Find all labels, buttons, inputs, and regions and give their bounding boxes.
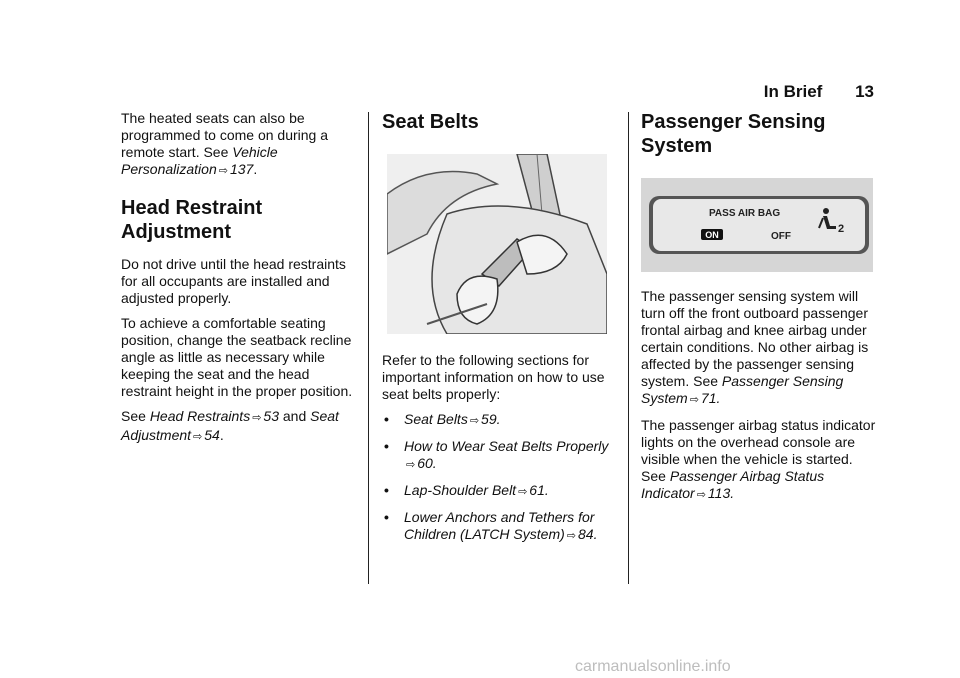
off-indicator: OFF: [771, 231, 791, 242]
page-ref[interactable]: 84: [578, 526, 594, 542]
list-item: [382, 482, 614, 501]
passenger-sensing-system-link[interactable]: Passenger Sensing System: [641, 373, 844, 406]
page-ref[interactable]: 61: [529, 482, 545, 498]
vehicle-personalization-link[interactable]: Vehicle Personalization: [121, 144, 278, 177]
passenger-sensing-paragraph: [641, 288, 881, 409]
page-header: [764, 82, 874, 102]
seat-belt-illustration: [387, 154, 607, 334]
period: .: [219, 427, 224, 443]
period: .: [432, 455, 437, 471]
list-item: [382, 438, 614, 474]
period: .: [716, 390, 721, 406]
pass-air-bag-label: PASS AIR BAG: [709, 208, 781, 219]
see-also-paragraph: [121, 408, 353, 446]
head-restraint-heading: Head Restraint Adjustment: [121, 197, 263, 243]
airbag-status-panel: [641, 178, 873, 272]
period: .: [496, 411, 501, 427]
watermark: carmanualsonline.info: [575, 658, 731, 675]
on-indicator: ON: [705, 230, 719, 240]
column-divider: [628, 112, 629, 584]
bullet-icon: •: [384, 509, 389, 525]
period: .: [730, 485, 735, 501]
column-1: [121, 110, 353, 454]
paragraph-text: The passenger airbag status indicator lights on the overhead console are visible when the vehicle is started. See: [641, 417, 876, 484]
seat-belts-intro: Refer to the following sections for important information on how to use seat belts properly:: [382, 352, 605, 402]
column-divider: [368, 112, 369, 584]
heated-seats-paragraph: [121, 110, 353, 180]
period: .: [253, 161, 258, 177]
column-3: [641, 110, 881, 512]
paragraph: Do not drive until the head restraints for all occupants are installed and adjusted properly.: [121, 256, 346, 306]
column-2: [382, 110, 614, 553]
page-ref-arrow-icon: ⇨: [218, 165, 228, 177]
page-ref-arrow-icon: ⇨: [406, 459, 416, 471]
passenger-airbag-status-link[interactable]: Passenger Airbag Status Indicator: [641, 468, 825, 501]
page-ref[interactable]: 113: [707, 485, 731, 501]
page-ref[interactable]: 54: [204, 427, 220, 443]
page-ref[interactable]: 60: [417, 455, 433, 471]
list-item: [382, 509, 614, 545]
paragraph: To achieve a comfortable seating position, change the seatback recline angle as little as necessary while keeping the seat and the head restraint height in the proper position.: [121, 315, 353, 399]
page-ref[interactable]: 59: [481, 411, 497, 427]
paragraph-text: The passenger sensing system will turn off the front outboard passenger frontal airbag and knee airbag under certain conditions. No other airbag is affected by the passenger sensing system. See: [641, 288, 869, 389]
seat-adjustment-link[interactable]: Seat Adjustment: [121, 408, 339, 443]
period: .: [544, 482, 549, 498]
head-restraints-link[interactable]: Head Restraints: [149, 408, 251, 424]
paragraph-text: The heated seats can also be programmed to come on during a remote start. See: [121, 110, 328, 160]
page-ref[interactable]: 53: [263, 408, 279, 424]
airbag-indicator-paragraph: [641, 417, 881, 504]
page-ref-arrow-icon: ⇨: [689, 394, 699, 406]
bullet-icon: •: [384, 411, 389, 427]
and-text: and: [279, 408, 311, 424]
seat-belts-heading: Seat Belts: [382, 111, 479, 133]
lap-shoulder-belt-link[interactable]: Lap-Shoulder Belt: [404, 482, 517, 498]
page-ref-arrow-icon: ⇨: [193, 431, 203, 443]
see-label: See: [121, 408, 150, 424]
bullet-icon: •: [384, 482, 389, 498]
how-to-wear-link[interactable]: How to Wear Seat Belts Properly: [404, 438, 609, 454]
section-title: In Brief: [763, 82, 823, 101]
period: .: [593, 526, 598, 542]
page-ref-arrow-icon: ⇨: [518, 486, 528, 498]
page-ref[interactable]: 71: [700, 390, 717, 406]
list-item: [382, 411, 614, 430]
page-ref-arrow-icon: ⇨: [469, 415, 480, 427]
page-number: 13: [855, 82, 874, 101]
latch-link[interactable]: Lower Anchors and Tethers for Children (LATCH System): [404, 509, 595, 542]
seat-position-number: 2: [838, 223, 845, 235]
page-ref-arrow-icon: ⇨: [696, 489, 706, 501]
seat-belts-link[interactable]: Seat Belts: [404, 411, 468, 427]
bullet-icon: •: [384, 438, 389, 454]
page-ref[interactable]: 137: [229, 161, 254, 177]
page-ref-arrow-icon: ⇨: [566, 530, 576, 542]
passenger-sensing-heading: Passenger Sensing System: [641, 111, 826, 157]
page-ref-arrow-icon: ⇨: [252, 412, 262, 424]
